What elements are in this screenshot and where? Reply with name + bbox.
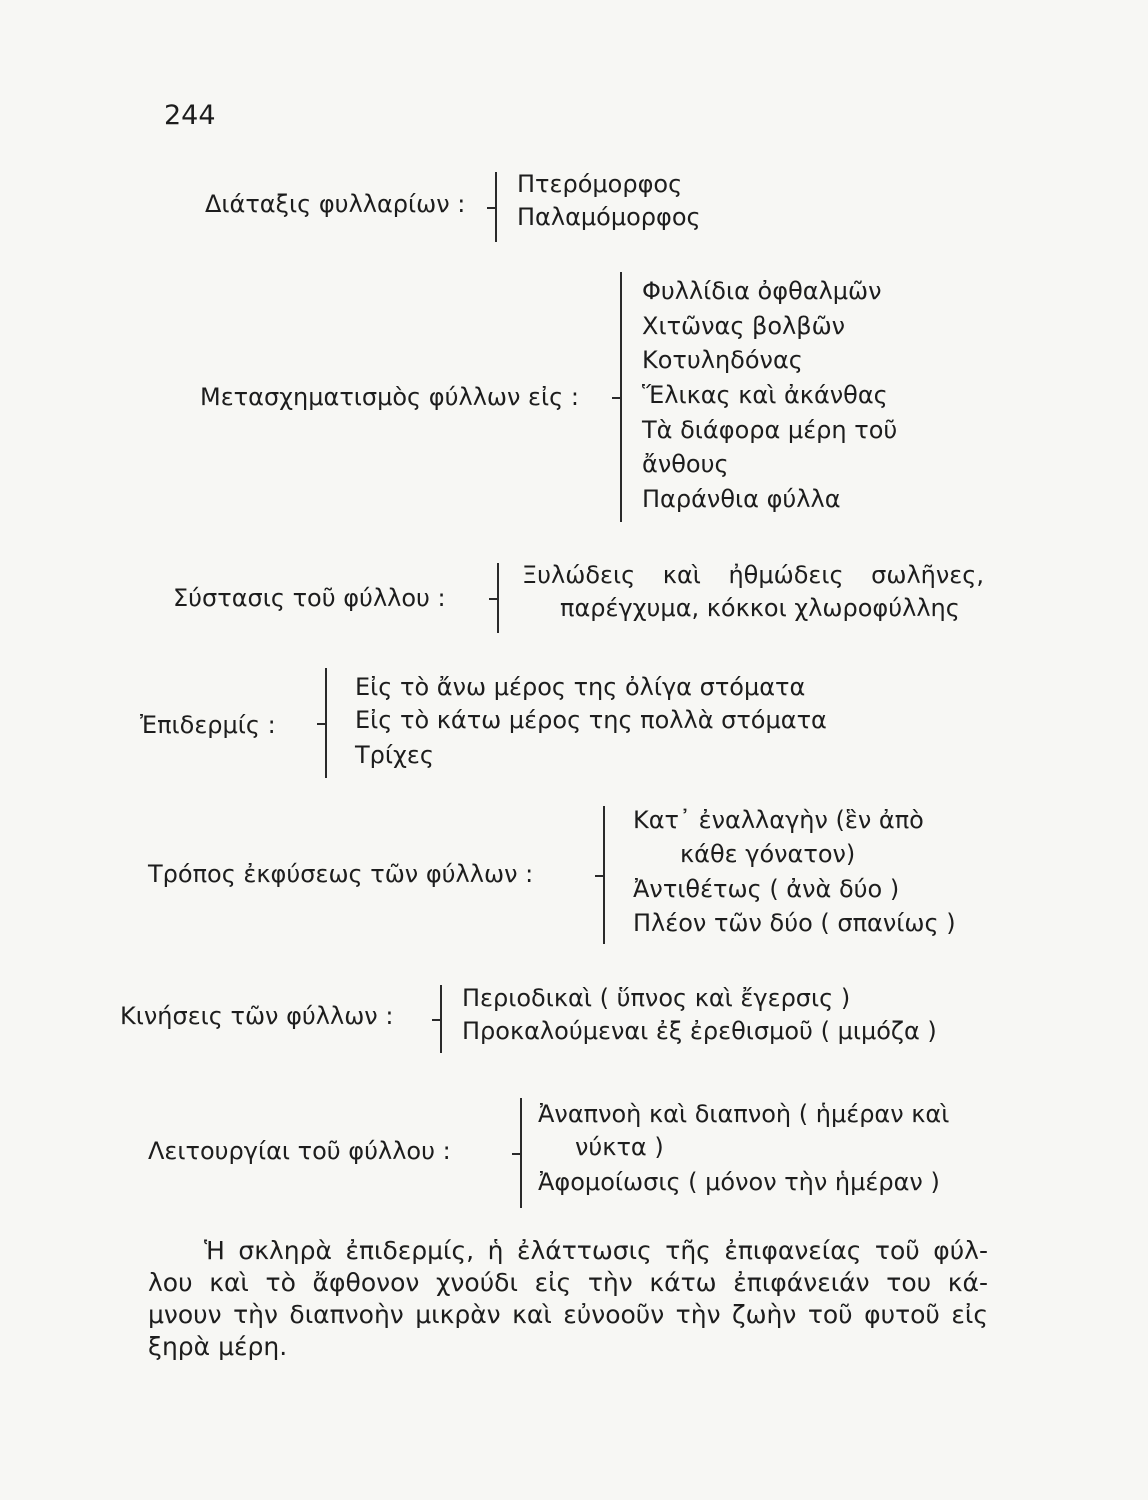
list-item: Χιτῶνας βολβῶν — [642, 312, 846, 340]
list-item: Ἀντιθέτως ( ἀνὰ δύο ) — [633, 875, 900, 903]
list-item: Εἰς τὸ κάτω μέρος της πολλὰ στόματα — [355, 706, 827, 734]
list-item: Περιοδικαὶ ( ὕπνος καὶ ἔγερσις ) — [462, 984, 851, 1012]
list-item: Εἰς τὸ ἄνω μέρος της ὀλίγα στόματα — [355, 673, 806, 701]
brace — [520, 1098, 522, 1208]
list-item: ἄνθους — [642, 450, 729, 478]
list-item: Ἕλικας καὶ ἀκάνθας — [642, 381, 888, 409]
list-item: παρέγχυμα, κόκκοι χλωροφύλλης — [560, 594, 960, 622]
brace — [325, 668, 327, 778]
list-item: Πλέον τῶν δύο ( σπανίως ) — [633, 909, 956, 937]
paragraph-line: Ἡ σκληρὰ ἐπιδερμίς, ἡ ἐλάττωσις τῆς ἐπιφανείας τοῦ φύλ- — [204, 1236, 988, 1265]
brace — [495, 172, 497, 242]
list-item: Τρίχες — [355, 741, 434, 769]
section-label-leaf-composition: Σύστασις τοῦ φύλλου : — [173, 584, 446, 612]
page-number: 244 — [164, 100, 216, 131]
section-label-leaf-functions: Λειτουργίαι τοῦ φύλλου : — [148, 1137, 451, 1165]
closing-paragraph — [148, 1235, 988, 1363]
list-item: Τὰ διάφορα μέρη τοῦ — [642, 416, 898, 444]
list-item: νύκτα ) — [575, 1133, 664, 1161]
list-item: Ἀφομοίωσις ( μόνον τὴν ἡμέραν ) — [538, 1168, 940, 1196]
section-label-leaf-movements: Κινήσεις τῶν φύλλων : — [120, 1002, 394, 1030]
list-item: Πτερόμορφος — [517, 170, 683, 198]
brace — [440, 985, 442, 1053]
brace — [497, 563, 499, 633]
section-label-leaflet-arrangement: Διάταξις φυλλαρίων : — [205, 190, 466, 218]
list-item: Ξυλώδεις καὶ ἠθμώδεις σωλῆνες, — [522, 561, 984, 589]
paragraph-line: λου καὶ τὸ ἄφθονον χνούδι εἰς τὴν κάτω ἐπιφάνειάν του κά- — [148, 1268, 988, 1297]
list-item: Κοτυληδόνας — [642, 346, 803, 374]
list-item: Προκαλούμεναι ἐξ ἐρεθισμοῦ ( μιμόζα ) — [462, 1017, 937, 1045]
section-label-leaf-transformation: Μετασχηματισμὸς φύλλων εἰς : — [200, 383, 579, 411]
list-item: Παλαμόμορφος — [517, 203, 701, 231]
brace — [603, 806, 605, 944]
list-item: κάθε γόνατον) — [680, 840, 856, 868]
paragraph-line: ξηρὰ μέρη. — [148, 1332, 288, 1361]
section-label-leaf-arrangement-mode: Τρόπος ἐκφύσεως τῶν φύλλων : — [148, 860, 534, 888]
section-label-epidermis: Ἐπιδερμίς : — [140, 711, 276, 739]
list-item: Παράνθια φύλλα — [642, 485, 841, 513]
list-item: Κατ᾽ ἐναλλαγὴν (ἓν ἀπὸ — [633, 806, 924, 834]
list-item: Ἀναπνοὴ καὶ διαπνοὴ ( ἡμέραν καὶ — [538, 1100, 950, 1128]
brace — [620, 272, 622, 522]
paragraph-line: μνουν τὴν διαπνοὴν μικρὰν καὶ εὐνοοῦν τὴν ζωὴν τοῦ φυτοῦ εἰς — [148, 1300, 988, 1329]
list-item: Φυλλίδια ὀφθαλμῶν — [642, 277, 882, 305]
